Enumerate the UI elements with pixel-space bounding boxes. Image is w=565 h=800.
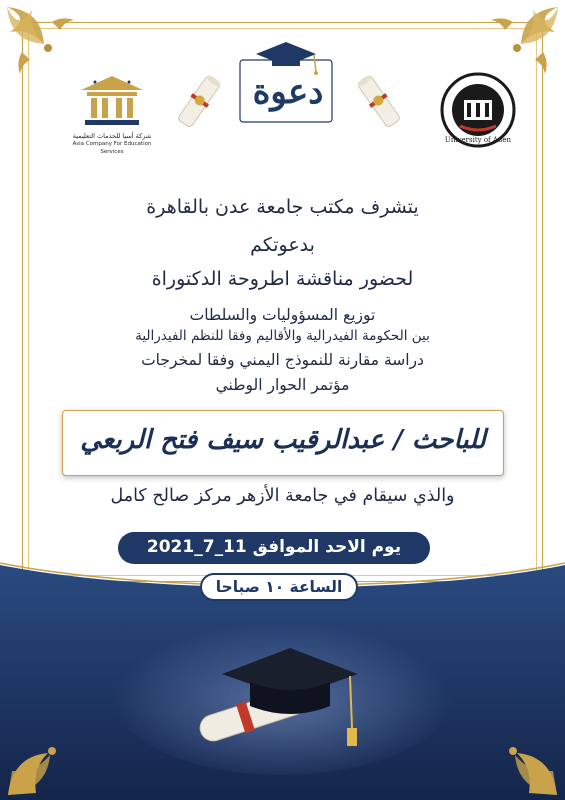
topic-line-2: بين الحكومة الفيدرالية والأقاليم وفقا للنظم الفيدرالية	[135, 328, 430, 344]
host-line: يتشرف مكتب جامعة عدن بالقاهرة	[146, 196, 419, 218]
researcher-box	[62, 410, 504, 476]
title-word: دعوة	[252, 72, 324, 112]
attend-line: لحضور مناقشة اطروحة الدكتوراة	[151, 268, 414, 290]
scroll-left	[168, 68, 228, 138]
university-caption: University of Aden	[444, 136, 512, 144]
company-logo-icon	[77, 72, 147, 128]
time-pill	[200, 573, 358, 601]
graduation-art	[180, 640, 380, 760]
university-seal	[438, 70, 518, 150]
graduation-cap-diploma-icon	[180, 640, 380, 760]
company-logo	[62, 72, 162, 162]
topic-line-3: دراسة مقارنة للنموذج اليمني وفقا لمخرجات	[141, 351, 424, 369]
scroll-right	[350, 68, 410, 138]
invite-line: بدعوتكم	[250, 234, 315, 256]
researcher-name: للباحث / عبدالرقيب سيف فتح الربعي	[80, 425, 486, 455]
topic-line-4: مؤتمر الحوار الوطني	[215, 376, 350, 394]
company-name-en: Asia Company For Education Services	[72, 141, 152, 155]
venue-line: والذي سيقام في جامعة الأزهر مركز صالح كامل	[110, 486, 455, 506]
scroll-icon	[168, 68, 228, 138]
date-pill	[118, 532, 430, 564]
date-text: يوم الاحد الموافق 11_7_2021	[146, 537, 402, 557]
scroll-icon-right	[350, 68, 410, 138]
topic-line-1: توزيع المسؤوليات والسلطات	[189, 306, 376, 324]
company-name-ar: شركة أسيا للخدمات التعليمية	[72, 132, 152, 140]
time-text: الساعة ١٠ صباحا	[215, 578, 343, 596]
